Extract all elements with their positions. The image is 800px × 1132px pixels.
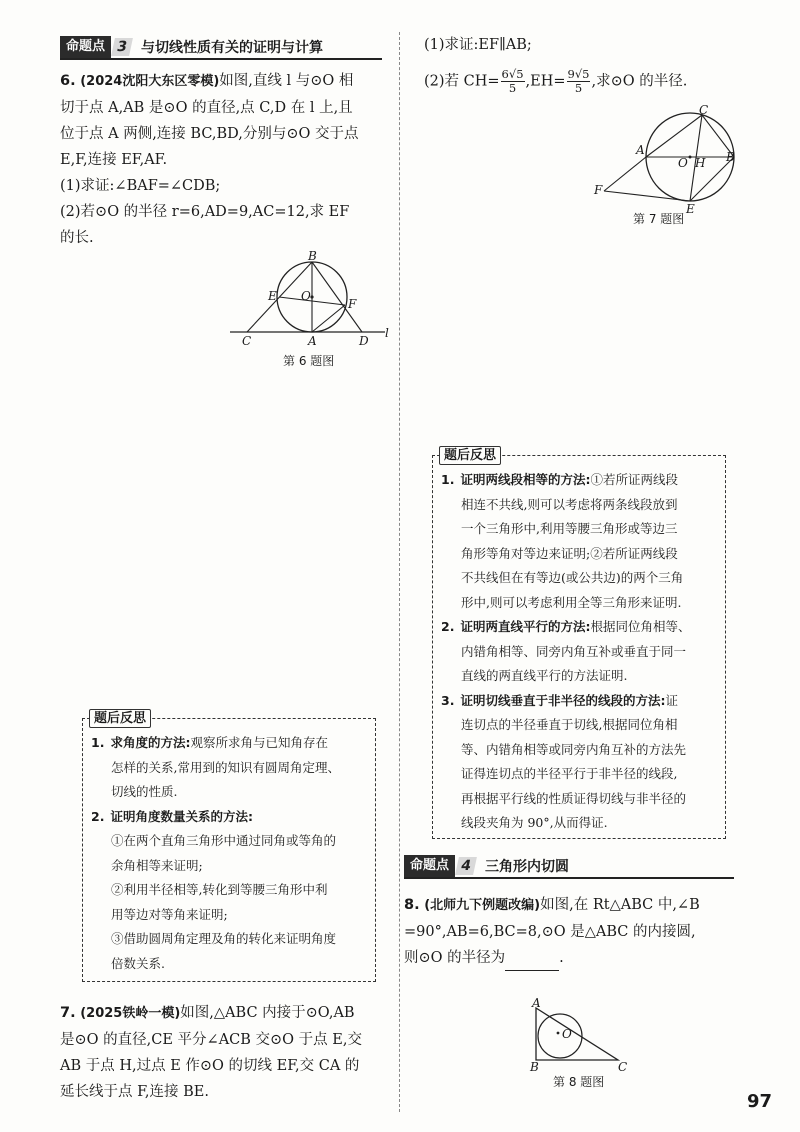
- item-text: 一个三角形中,利用等腰三角形或等边三: [461, 521, 678, 536]
- fig7-label-a: A: [636, 143, 645, 157]
- question-7-parts: [424, 32, 754, 95]
- page-number: 97: [746, 1091, 772, 1112]
- item-text: 证: [665, 692, 678, 708]
- fig6-label-l: l: [385, 326, 389, 340]
- item-text: ③借助圆周角定理及角的转化来证明角度: [111, 931, 337, 946]
- item-heading: 证明角度数量关系的方法:: [110, 808, 253, 824]
- fig6-label-o: O: [301, 289, 311, 303]
- question-text: 位于点 A 两侧,连接 BC,BD,分别与⊙O 交于点: [60, 126, 359, 142]
- question-number: 7.: [60, 1005, 76, 1021]
- figure-6-caption: 第 6 题图: [283, 354, 335, 368]
- fig8-label-a: A: [532, 998, 541, 1010]
- question-part-2: [424, 68, 754, 95]
- question-text: 如图,直线 l 与⊙O 相: [219, 73, 354, 89]
- question-part-1: (1)求证:∠BAF=∠CDB;: [60, 178, 221, 194]
- item-text: 观察所求角与已知角存在: [190, 735, 328, 750]
- item-text: 用等边对等角来证明;: [111, 906, 228, 922]
- question-source: (2025铁岭一模): [80, 1006, 181, 1021]
- item-heading: 证明切线垂直于非半径的线段的方法:: [460, 692, 666, 708]
- item-number: 2.: [91, 808, 105, 824]
- item-number: 1.: [91, 735, 105, 750]
- question-text: E,F,连接 EF,AF.: [60, 152, 168, 168]
- item-text: 线段夹角为 90°,从而得证.: [461, 815, 608, 830]
- figure-8: [522, 998, 632, 1073]
- item-heading: 求角度的方法:: [110, 735, 191, 750]
- item-text: 连切点的半径垂直于切线,根据同位角相: [461, 717, 678, 732]
- item-text: 根据同位角相等、: [590, 619, 691, 634]
- section-header-4: [404, 855, 734, 879]
- fraction-numerator: 6√5: [501, 67, 524, 81]
- fig8-label-c: C: [618, 1060, 628, 1073]
- fig7-label-h: H: [695, 156, 706, 170]
- item-text: 证得连切点的半径平行于非半径的线段,: [461, 766, 678, 781]
- section-label: 命题点: [404, 855, 455, 877]
- fraction-numerator: 9√5: [567, 67, 590, 81]
- fig7-label-b: B: [726, 150, 735, 164]
- question-6: [60, 68, 390, 251]
- fig8-label-o: O: [562, 1027, 572, 1041]
- fraction-ch: [501, 68, 525, 95]
- question-text: =90°,AB=6,BC=8,⊙O 是△ABC 的内接圆,: [404, 924, 696, 940]
- item-number: 3.: [441, 692, 455, 708]
- fig6-label-e: E: [268, 289, 277, 303]
- question-text: 切于点 A,AB 是⊙O 的直径,点 C,D 在 l 上,且: [60, 100, 353, 116]
- figure-7: [590, 105, 740, 215]
- reflection-box-right: [432, 448, 726, 839]
- figure-8-caption: 第 8 题图: [553, 1075, 605, 1089]
- question-part-2-cont: 的长.: [60, 230, 94, 246]
- fig6-label-c: C: [242, 334, 252, 348]
- item-text: 直线的两直线平行的方法证明.: [461, 668, 628, 683]
- item-text: ②利用半径相等,转化到等腰三角形中利: [111, 882, 328, 897]
- reflection-box-left: [82, 711, 376, 982]
- question-number: 6.: [60, 73, 76, 89]
- section-number: 4: [455, 857, 477, 875]
- figure-7-caption: 第 7 题图: [633, 212, 685, 226]
- item-text: 等、内错角相等或同旁内角互补的方法先: [461, 741, 687, 757]
- fraction-denominator: 5: [574, 81, 583, 95]
- item-text: 内错角相等、同旁内角互补或垂直于同一: [461, 643, 687, 659]
- question-7: [60, 1000, 390, 1105]
- question-text: .: [559, 950, 564, 966]
- question-source: (2024沈阳大东区零模): [80, 74, 220, 89]
- item-text: ①若所证两线段: [590, 472, 678, 487]
- question-part-2: (2)若⊙O 的半径 r=6,AD=9,AC=12,求 EF: [60, 204, 350, 220]
- item-text: 角形等角对等边来证明;②若所证两线段: [461, 545, 678, 561]
- item-text: 余角相等来证明;: [111, 857, 203, 873]
- section-label: 命题点: [60, 36, 111, 58]
- fraction-denominator: 5: [508, 81, 517, 95]
- question-8: [404, 892, 744, 971]
- fig6-label-d: D: [359, 334, 369, 348]
- question-text: 如图,△ABC 内接于⊙O,AB: [180, 1005, 355, 1021]
- fig7-label-e: E: [686, 202, 695, 215]
- item-heading: 证明两线段相等的方法:: [460, 472, 591, 487]
- fraction-eh: [567, 68, 591, 95]
- item-text: 怎样的关系,常用到的知识有圆周角定理、: [111, 759, 340, 775]
- question-text: AB 于点 H,过点 E 作⊙O 的切线 EF,交 CA 的: [60, 1058, 360, 1074]
- fig6-label-a: A: [308, 334, 317, 348]
- item-text: ①在两个直角三角形中通过同角或等角的: [111, 833, 337, 848]
- part2-prefix: (2)若 CH=: [424, 73, 500, 90]
- reflection-title: 题后反思: [89, 709, 151, 728]
- question-text: 是⊙O 的直径,CE 平分∠ACB 交⊙O 于点 E,交: [60, 1032, 362, 1048]
- question-text: 则⊙O 的半径为: [404, 950, 506, 966]
- answer-blank[interactable]: [505, 954, 559, 971]
- fig6-label-b: B: [308, 249, 317, 263]
- fig7-label-o: O: [678, 156, 688, 170]
- question-text: 延长线于点 F,连接 BE.: [60, 1084, 209, 1100]
- section-title: 与切线性质有关的证明与计算: [141, 40, 324, 56]
- item-text: 形中,则可以考虑利用全等三角形来证明.: [461, 594, 682, 610]
- item-text: 倍数关系.: [111, 955, 165, 971]
- fig7-label-f: F: [594, 183, 603, 197]
- question-number: 8.: [404, 897, 420, 913]
- item-number: 2.: [441, 619, 455, 634]
- item-text: 相连不共线,则可以考虑将两条线段放到: [461, 496, 678, 512]
- section-header-3: [60, 36, 382, 60]
- figure-6: [225, 248, 395, 348]
- column-divider: [399, 32, 400, 1112]
- part2-mid: ,EH=: [525, 73, 566, 90]
- part2-suffix: ,求⊙O 的半径.: [591, 73, 688, 90]
- section-title: 三角形内切圆: [485, 859, 570, 875]
- item-text: 不共线但在有等边(或公共边)的两个三角: [461, 570, 684, 585]
- section-number: 3: [111, 38, 133, 56]
- reflection-title: 题后反思: [439, 446, 501, 465]
- item-number: 1.: [441, 472, 455, 487]
- question-source: (北师九下例题改编): [424, 898, 541, 913]
- item-text: 再根据平行线的性质证得切线与非半径的: [461, 790, 687, 806]
- fig8-label-b: B: [530, 1060, 539, 1073]
- item-heading: 证明两直线平行的方法:: [460, 619, 591, 634]
- question-text: 如图,在 Rt△ABC 中,∠B: [540, 897, 700, 913]
- fig7-label-c: C: [699, 105, 709, 117]
- fig6-label-f: F: [348, 297, 357, 311]
- item-text: 切线的性质.: [111, 784, 178, 799]
- question-part-1: (1)求证:EF∥AB;: [424, 37, 532, 53]
